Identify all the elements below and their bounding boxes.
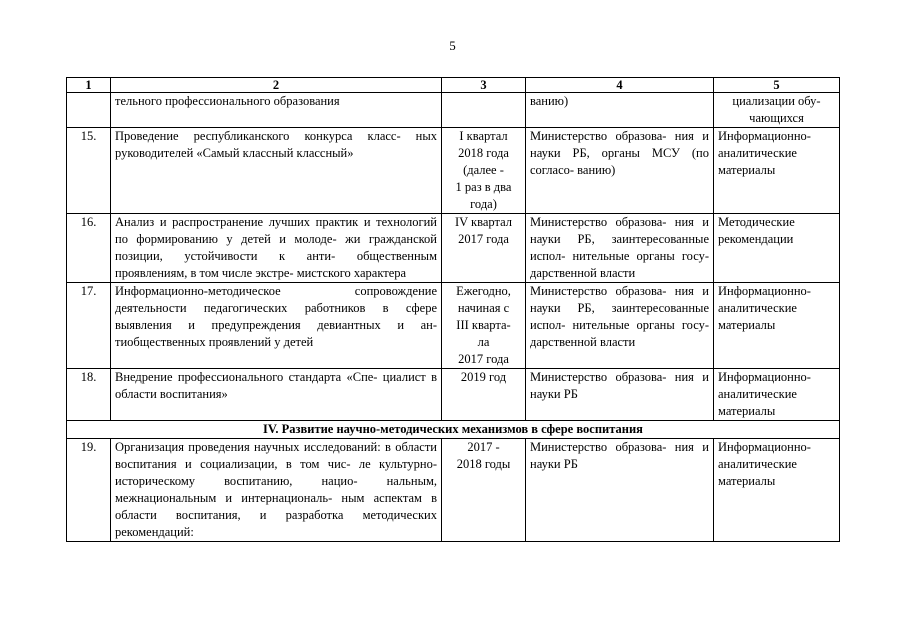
term-line: III кварта- [456, 318, 511, 332]
row-result: Информационно- аналитические материалы [714, 369, 840, 421]
row-description: Проведение республиканского конкурса класс- ных руководителей «Самый классный классный» [111, 128, 442, 214]
row-executors: Министерство образова- ния и науки РБ [526, 369, 714, 421]
table-row [67, 214, 840, 283]
table-row [67, 439, 840, 542]
row-executors: Министерство образова- ния и науки РБ [526, 439, 714, 542]
term-line: начиная с [457, 301, 510, 315]
row-executors: Министерство образова- ния и науки РБ, органы МСУ (по согласо- ванию) [526, 128, 714, 214]
row-term [442, 128, 526, 214]
row-number: 15. [67, 128, 111, 214]
row-term [442, 283, 526, 369]
row-term [442, 214, 526, 283]
term-line: 2018 года [458, 146, 509, 160]
table-row [67, 283, 840, 369]
term-line: 2019 год [460, 370, 507, 384]
row-result: циализации обу- чающихся [714, 93, 840, 128]
row-number: 17. [67, 283, 111, 369]
column-header: 3 [442, 78, 526, 93]
term-line: ла [477, 335, 490, 349]
row-description: Организация проведения научных исследований: в области воспитания и социализации, в том чис- ле культурно-историческому воспитанию, нацио- нальным, межнациональным и интернациональ- ным аспектам в области воспитания, и разработка методических рекомендаций: [111, 439, 442, 542]
row-description: тельного профессионального образования [111, 93, 442, 128]
section-title: IV. Развитие научно-методических механизмов в сфере воспитания [67, 421, 840, 439]
section-row [67, 421, 840, 439]
column-header: 2 [111, 78, 442, 93]
row-description: Информационно-методическое сопровождение деятельности педагогических работников в сфере выявления и предупреждения девиантных и ан- тиобщественных проявлений у детей [111, 283, 442, 369]
table-body-upper [67, 93, 840, 421]
term-line: 2017 - [467, 440, 500, 454]
term-line: I квартал [459, 129, 508, 143]
row-executors: ванию) [526, 93, 714, 128]
row-result: Информационно- аналитические материалы [714, 283, 840, 369]
row-result: Методические рекомендации [714, 214, 840, 283]
column-header-row [67, 78, 840, 93]
measures-table [66, 77, 840, 542]
row-description: Анализ и распространение лучших практик и технологий по формированию у детей и молоде- жи гражданской позиции, устойчивости к анти- общественным проявлениям, в том числе экстре- мистского характера [111, 214, 442, 283]
column-header: 1 [67, 78, 111, 93]
continuation-row [67, 93, 840, 128]
table-row [67, 369, 840, 421]
term-line: года) [470, 197, 497, 211]
table-body-lower [67, 439, 840, 542]
table-row [67, 128, 840, 214]
row-description: Внедрение профессионального стандарта «Спе- циалист в области воспитания» [111, 369, 442, 421]
row-number [67, 93, 111, 128]
row-term [442, 369, 526, 421]
row-executors: Министерство образова- ния и науки РБ, заинтересованные испол- нительные органы госу- дарственной власти [526, 214, 714, 283]
term-line: IV квартал [454, 215, 513, 229]
row-number: 18. [67, 369, 111, 421]
section-header-body [67, 421, 840, 439]
term-line: Ежегодно, [456, 284, 511, 298]
row-term [442, 93, 526, 128]
term-line: 2017 года [458, 352, 509, 366]
row-number: 19. [67, 439, 111, 542]
row-term [442, 439, 526, 542]
page-number: 5 [449, 38, 456, 53]
term-line: 2018 годы [456, 457, 511, 471]
row-result: Информационно- аналитические материалы [714, 439, 840, 542]
column-header: 4 [526, 78, 714, 93]
term-line: (далее - [463, 163, 504, 177]
row-number: 16. [67, 214, 111, 283]
row-executors: Министерство образова- ния и науки РБ, заинтересованные испол- нительные органы госу- дарственной власти [526, 283, 714, 369]
column-header: 5 [714, 78, 840, 93]
term-line: 1 раз в два [455, 180, 512, 194]
row-result: Информационно- аналитические материалы [714, 128, 840, 214]
term-line: 2017 года [458, 232, 509, 246]
